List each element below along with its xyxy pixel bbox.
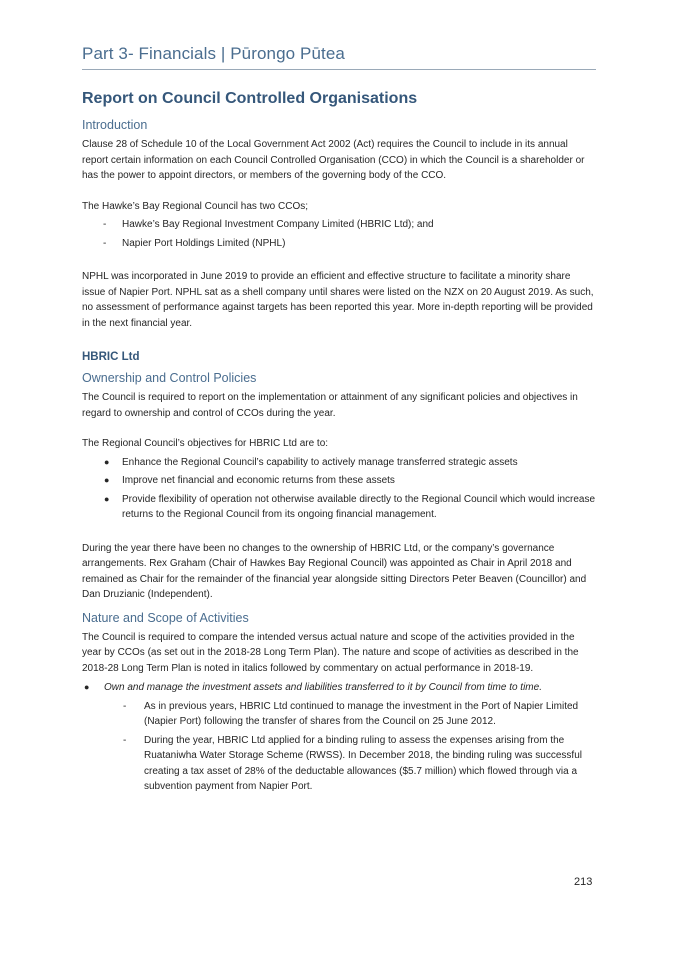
hbric-heading: HBRIC Ltd <box>82 351 140 363</box>
introduction-paragraph-2: The Hawke’s Bay Regional Council has two CCOs; <box>82 200 309 212</box>
bullet-marker: ● <box>84 682 90 692</box>
page-header-title: Part 3- Financials | Pūrongo Pūtea <box>82 44 345 63</box>
page-number: 213 <box>574 876 593 888</box>
list-item: ● Improve net financial and economic returns from these assets <box>82 473 596 489</box>
bullet-marker: ● <box>104 475 110 485</box>
list-item: - As in previous years, HBRIC Ltd continued to manage the investment in the Port of Napier Limited (Napier Port) following the transfer of shares from the Council on 25 June 2012. <box>123 700 579 727</box>
commentary-list <box>82 699 596 795</box>
list-item: - During the year, HBRIC Ltd applied for a binding ruling to assess the expenses arising from the Ruataniwha Water Storage Scheme (RWSS). In December 2018, the binding ruling was successful creating a tax asset of 28% of the deductable allowances ($5.7 million) which flowed through via a subvention payment from Napier Port. <box>123 734 582 792</box>
nature-heading: Nature and Scope of Activities <box>82 610 249 625</box>
nature-paragraph-1: The Council is required to compare the intended versus actual nature and scope of the activities provided in the year by CCOs (as set out in the 2018-28 Long Term Plan). The nature and scope of activities as described in the 2018-28 Long Term Plan is noted in italics followed by commentary on actual performance in 2018-19. <box>82 631 579 674</box>
activity-text: Own and manage the investment assets and liabilities transferred to it by Council from time to time. <box>104 682 542 693</box>
dash-marker: - <box>103 219 107 230</box>
introduction-heading: Introduction <box>82 118 148 132</box>
introduction-paragraph-1: Clause 28 of Schedule 10 of the Local Government Act 2002 (Act) requires the Council to include in its annual report certain information on each Council Controlled Organisation (CCO) in which the Council is a shareholder or has the power to appoint directors, or members of the governing body of the CCO. <box>82 139 585 181</box>
bullet-marker: ● <box>104 493 110 504</box>
bullet-marker: ● <box>104 456 110 467</box>
report-title: Report on Council Controlled Organisations <box>82 90 418 107</box>
list-item: - Hawke’s Bay Regional Investment Company Limited (HBRIC Ltd); and <box>82 217 596 233</box>
list-item: - Napier Port Holdings Limited (NPHL) <box>82 236 596 252</box>
dash-marker: - <box>103 237 107 249</box>
list-item: ● Provide flexibility of operation not otherwise available directly to the Regional Council which would increase returns to the Regional Council from its ongoing financial management. <box>104 493 596 520</box>
list-item: ● Enhance the Regional Council’s capability to actively manage transferred strategic assets <box>82 455 596 471</box>
dash-marker: - <box>123 700 127 712</box>
page-content <box>82 90 596 798</box>
ownership-paragraph-3: During the year there have been no changes to the ownership of HBRIC Ltd, or the company’s governance arrangements. Rex Graham (Chair of Hawkes Bay Regional Council) was appointed as Chair in April 2018 and remained as Chair for the remainder of the financial year alongside sitting Directors Peter Beaven (Councillor) and Dan Druzianic (Independent). <box>82 542 587 600</box>
ownership-heading: Ownership and Control Policies <box>82 371 257 385</box>
introduction-paragraph-3: NPHL was incorporated in June 2019 to provide an efficient and effective structure to facilitate a minority share issue of Napier Port. NPHL sat as a shell company until shares were listed on the NZX on 20 August 2019. As such, no assessment of performance against targets has been reported this year. More in-depth reporting will be provided in the next financial year. <box>82 271 594 329</box>
header-divider <box>82 69 596 70</box>
objectives-list <box>82 455 596 523</box>
ownership-paragraph-1: The Council is required to report on the implementation or attainment of any significant policies and objectives in regard to ownership and control of CCOs during the year. <box>82 392 578 419</box>
cco-list <box>82 217 596 251</box>
ownership-paragraph-2: The Regional Council’s objectives for HBRIC Ltd are to: <box>82 438 329 449</box>
dash-marker: - <box>123 734 127 746</box>
activity-item <box>82 680 596 696</box>
